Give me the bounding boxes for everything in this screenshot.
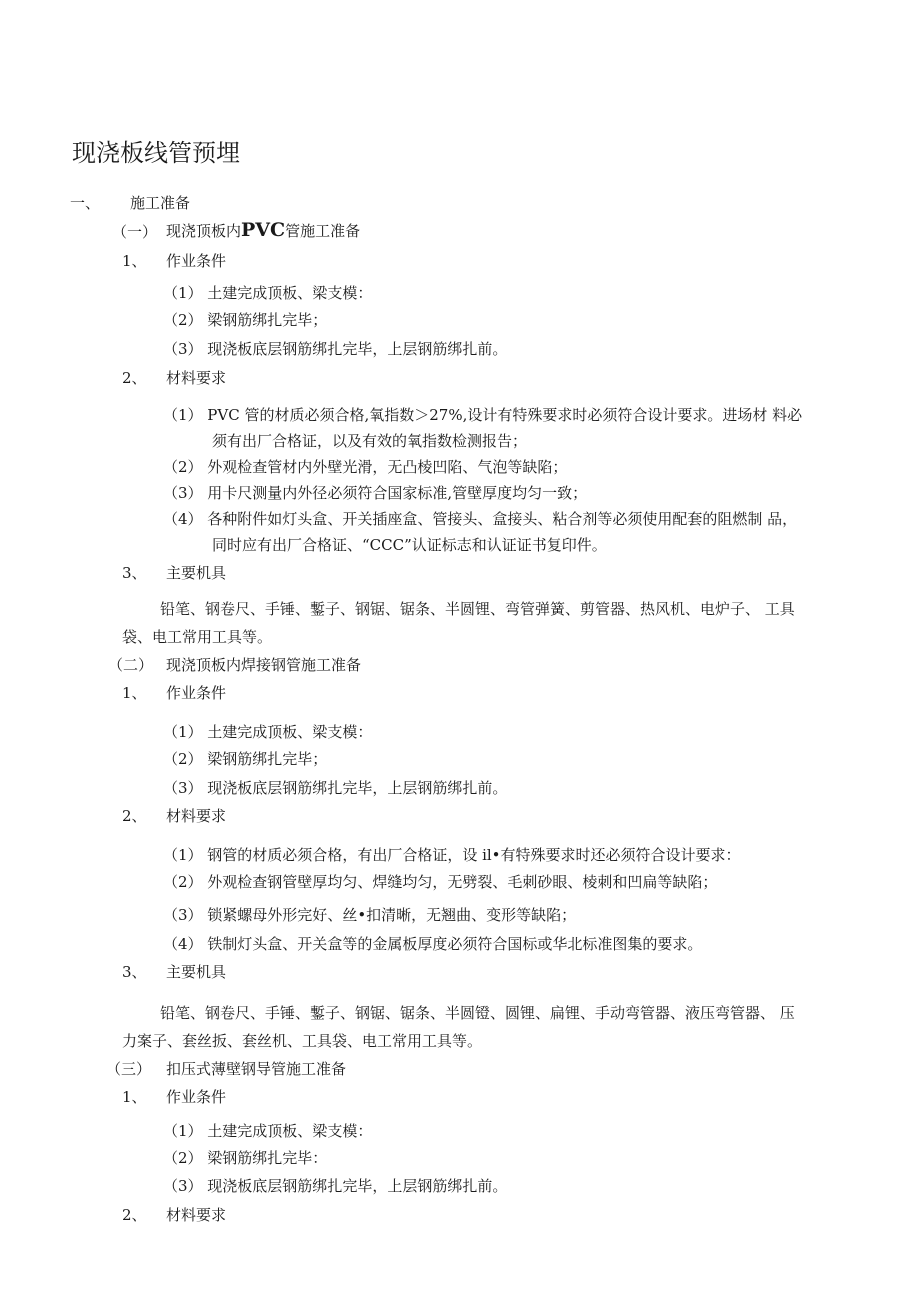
- list-item-continued: 须有出厂合格证，以及有效的氧指数检测报告；: [212, 432, 528, 450]
- clause-number: 2、: [122, 369, 147, 387]
- list-item: （2） 外观检查钢管壁厚均匀、焊缝均匀，无劈裂、毛刺砂眼、棱刺和凹扁等缺陷；: [163, 873, 718, 891]
- list-item: （3） 现浇板底层钢筋绑扎完毕，上层钢筋绑扎前。: [163, 1177, 508, 1195]
- clause-heading: 作业条件: [166, 252, 227, 270]
- list-item: （1） 土建完成顶板、梁支模：: [163, 1122, 373, 1140]
- subsection-heading: 扣压式薄壁钢导管施工准备: [166, 1060, 347, 1078]
- list-item: （3） 锁紧螺母外形完好、丝•扣清晰，无翘曲、变形等缺陷；: [163, 906, 577, 924]
- subsection-number: （二）: [108, 656, 154, 674]
- list-item: （3） 现浇板底层钢筋绑扎完毕，上层钢筋绑扎前。: [163, 779, 508, 797]
- clause-number: 1、: [122, 684, 147, 702]
- clause-number: 1、: [122, 252, 147, 270]
- section-heading: 施工准备: [130, 194, 191, 212]
- clause-number: 2、: [122, 807, 147, 825]
- subsection-number: （三）: [106, 1060, 152, 1078]
- subsection-heading: [166, 220, 360, 241]
- subsection-heading-pre: 现浇顶板内: [166, 222, 242, 240]
- list-item-continued: 同时应有出厂合格证、“CCC”认证标志和认证证书复印件。: [212, 536, 607, 554]
- paragraph-line: 力案子、套丝扳、套丝机、工具袋、电工常用工具等。: [122, 1032, 483, 1050]
- section-number: 一、: [70, 194, 101, 212]
- paragraph-line: 铅笔、钢卷尺、手锤、鏨子、钢锯、锯条、半圆镫、圆锂、扁锂、手动弯管器、液压弯管器、 压: [160, 1004, 795, 1022]
- clause-heading: 材料要求: [166, 807, 227, 825]
- list-item: （2） 外观检查管材内外壁光滑，无凸棱凹陷、气泡等缺陷；: [163, 458, 568, 476]
- page-title: 现浇板线管预埋: [72, 139, 240, 167]
- clause-heading: 主要机具: [166, 564, 227, 582]
- clause-number: 3、: [122, 963, 147, 981]
- list-item: （1） 土建完成顶板、梁支模：: [163, 284, 373, 302]
- list-item: （2） 梁钢筋绑扎完毕；: [163, 311, 328, 329]
- subsection-heading: 现浇顶板内焊接钢管施工准备: [166, 656, 362, 674]
- subsection-number: （一）: [112, 223, 158, 241]
- list-item: （4） 各种附件如灯头盒、开关插座盒、管接头、盒接头、粘合剂等必须使用配套的阻燃制 品，: [163, 510, 798, 528]
- list-item: （3） 现浇板底层钢筋绑扎完毕，上层钢筋绑扎前。: [163, 340, 508, 358]
- subsection-heading-pvc: PVC: [241, 219, 286, 241]
- clause-number: 2、: [122, 1206, 147, 1224]
- paragraph-line: 铅笔、钢卷尺、手锤、鏨子、钢锯、锯条、半圆锂、弯管弹簧、剪管器、热风机、电炉子、 工具: [160, 600, 795, 618]
- list-item: （4） 铁制灯头盒、开关盒等的金属板厚度必须符合国标或华北标准图集的要求。: [163, 935, 703, 953]
- clause-heading: 主要机具: [166, 963, 227, 981]
- list-item: （2） 梁钢筋绑扎完毕；: [163, 750, 328, 768]
- clause-heading: 作业条件: [166, 684, 227, 702]
- paragraph-line: 袋、电工常用工具等。: [122, 628, 273, 646]
- subsection-heading-post: 管施工准备: [285, 222, 361, 240]
- list-item: （3） 用卡尺测量内外径必须符合国家标准,管壁厚度均匀一致；: [163, 484, 588, 502]
- clause-heading: 材料要求: [166, 369, 227, 387]
- clause-number: 3、: [122, 564, 147, 582]
- list-item: （1） PVC 管的材质必须合格,氧指数＞27%,设计有特殊要求时必须符合设计要求。进场材 料必: [163, 406, 803, 424]
- list-item: （1） 土建完成顶板、梁支模：: [163, 723, 373, 741]
- clause-heading: 作业条件: [166, 1088, 227, 1106]
- list-item: （1） 钢管的材质必须合格，有出厂合格证，设 il•有特殊要求时还必须符合设计要求：: [163, 846, 741, 864]
- clause-heading: 材料要求: [166, 1206, 227, 1224]
- list-item: （2） 梁钢筋绑扎完毕：: [163, 1149, 328, 1167]
- clause-number: 1、: [122, 1088, 147, 1106]
